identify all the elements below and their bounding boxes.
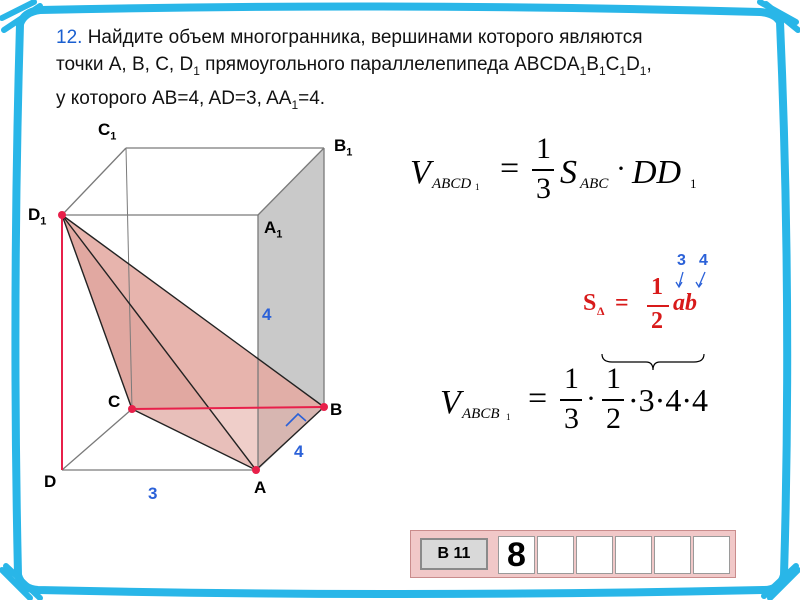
vertex-label-a1: $A_1$ bbox=[264, 218, 283, 241]
dimension-ab: 4 bbox=[294, 442, 304, 461]
problem-line-1: Найдите объем многогранника, вершинами которого являются bbox=[87, 27, 643, 48]
answer-cell-4[interactable] bbox=[615, 536, 652, 574]
vertex-b-dot bbox=[320, 403, 328, 411]
triangle-area-formula: 3 4 S Δ = 1 2 ab bbox=[565, 252, 725, 347]
formula-volume-abcd1: V ABCD 1 = 1 3 S ABC · DD 1 bbox=[410, 132, 697, 205]
formula-volume-abcb1: V ABCB 1 = 1 3 · 1 2 ·3·4·4 bbox=[440, 362, 708, 435]
vertex-label-b: B bbox=[330, 400, 343, 419]
vertex-label-d: D bbox=[44, 472, 57, 491]
answer-cell-2[interactable] bbox=[537, 536, 574, 574]
answer-cell-5[interactable] bbox=[654, 536, 691, 574]
answer-cell-1[interactable]: 8 bbox=[498, 536, 535, 574]
problem-number: 12. bbox=[56, 27, 83, 48]
answer-cell-6[interactable] bbox=[693, 536, 730, 574]
vertex-label-c1: $C_1$ bbox=[98, 120, 117, 143]
dimension-ad: 3 bbox=[148, 484, 158, 503]
answer-label-button[interactable]: В 11 bbox=[420, 538, 488, 570]
vertex-label-d1: $D_1$ bbox=[28, 205, 47, 228]
vertex-a-dot bbox=[252, 466, 260, 474]
vertex-d1-dot bbox=[58, 211, 66, 219]
vertex-c-dot bbox=[128, 405, 136, 413]
dimension-aa1: 4 bbox=[262, 305, 272, 324]
answer-cell-3[interactable] bbox=[576, 536, 613, 574]
problem-line-3: у которого AB=4, AD=3, $AA_1=4$. bbox=[56, 87, 326, 112]
vertex-label-c: C bbox=[108, 392, 121, 411]
vertex-label-a: A bbox=[254, 478, 267, 497]
problem-line-2: точки A, B, C, $D_1$ прямоугольного параллелепипеда $ABCDA_1B_1C_1D_1$, bbox=[56, 54, 652, 78]
vertex-label-b1: $B_1$ bbox=[334, 136, 353, 159]
